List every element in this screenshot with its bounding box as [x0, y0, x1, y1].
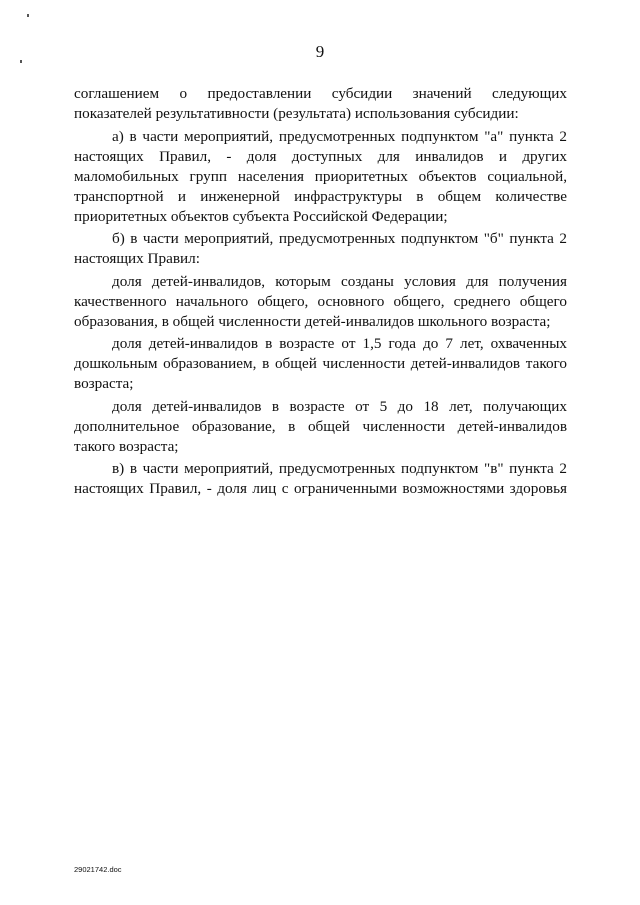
page-number: 9 — [315, 42, 325, 61]
text-line: доля детей-инвалидов, которым созданы условия для получения — [112, 273, 567, 290]
text-line: дополнительное образование, в общей численности детей-инвалидов — [74, 418, 567, 435]
text-line: такого возраста; — [74, 438, 179, 455]
text-line: б) в части мероприятий, предусмотренных подпунктом "б" пункта 2 — [112, 230, 567, 247]
text-line: настоящих Правил, - доля лиц с ограниченными возможностями здоровья — [74, 480, 567, 497]
text-line: настоящих Правил, - доля доступных для инвалидов и других — [74, 148, 567, 165]
text-line: маломобильных групп населения приоритетных объектов социальной, — [74, 168, 567, 185]
text-line: возраста; — [74, 375, 134, 392]
text-line: в) в части мероприятий, предусмотренных подпунктом "в" пункта 2 — [112, 460, 567, 477]
text-line: качественного начального общего, основного общего, среднего общего — [74, 293, 567, 310]
text-line: дошкольным образованием, в общей численности детей-инвалидов такого — [74, 355, 567, 372]
text-line: образования, в общей численности детей-инвалидов школьного возраста; — [74, 313, 551, 330]
scan-mark-top — [27, 14, 29, 17]
text-line: транспортной и инженерной инфраструктуры в общем количестве — [74, 188, 567, 205]
text-line: приоритетных объектов субъекта Российской Федерации; — [74, 208, 448, 225]
text-line: доля детей-инвалидов в возрасте от 1,5 года до 7 лет, охваченных — [112, 335, 567, 352]
text-line: доля детей-инвалидов в возрасте от 5 до 18 лет, получающих — [112, 398, 567, 415]
text-line: показателей результативности (результата) использования субсидии: — [74, 105, 519, 122]
file-name: 29021742.doc — [74, 865, 122, 874]
text-line: а) в части мероприятий, предусмотренных подпунктом "а" пункта 2 — [112, 128, 567, 145]
text-line: соглашением о предоставлении субсидии значений следующих — [74, 85, 567, 102]
text-line: настоящих Правил: — [74, 250, 200, 267]
